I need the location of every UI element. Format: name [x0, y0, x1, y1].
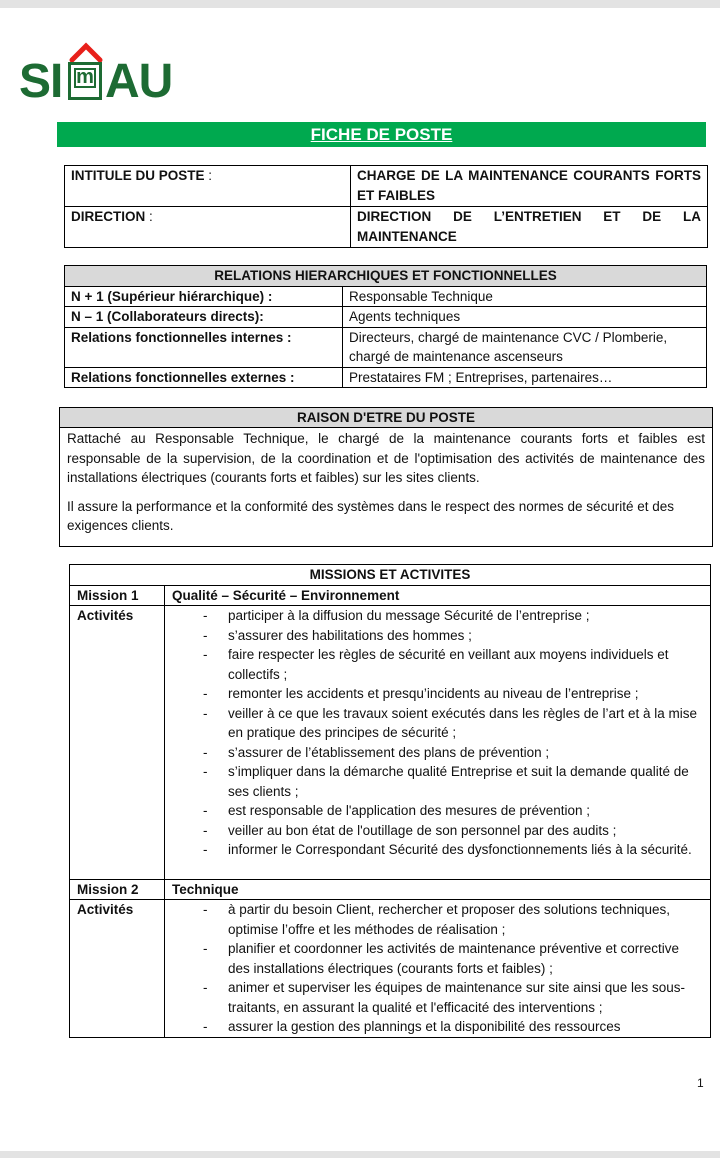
activities-cell [165, 900, 711, 1038]
activity-text: informer le Correspondant Sécurité des dysfonctionnements liés à la sécurité. [228, 842, 692, 857]
activity-item [194, 762, 703, 801]
activities-row [70, 900, 711, 1038]
table-row [65, 327, 707, 367]
activity-text: animer et superviser les équipes de maintenance sur site ainsi que les sous-traitants, en assurant la qualité et l'efficacité des interventions ; [228, 980, 685, 1015]
activity-item [194, 939, 703, 978]
mission-title: Technique [165, 879, 711, 900]
activity-text: planifier et coordonner les activités de maintenance préventive et corrective des installations électriques (courants forts et faibles) ; [228, 941, 679, 976]
document-title: FICHE DE POSTE [310, 125, 453, 144]
roof-icon [69, 42, 103, 62]
page-number: 1 [697, 1076, 704, 1090]
bullet-dash: - [203, 980, 208, 995]
viewer-top-band [0, 0, 720, 8]
mission-title: Qualité – Sécurité – Environnement [165, 585, 711, 606]
table-row [65, 307, 707, 328]
activity-item [194, 704, 703, 743]
relation-label: Relations fonctionnelles internes : [65, 327, 343, 367]
table-header-row [65, 266, 707, 287]
activities-list [172, 900, 703, 1037]
bullet-dash: - [203, 842, 208, 857]
activity-item [194, 645, 703, 684]
activity-item [194, 606, 703, 626]
table-row [65, 367, 707, 388]
table-row [65, 286, 707, 307]
company-logo [19, 40, 189, 106]
table-row [65, 207, 708, 248]
relation-label: Relations fonctionnelles externes : [65, 367, 343, 388]
bullet-dash: - [203, 647, 208, 662]
raison-heading: RAISON D'ETRE DU POSTE [60, 408, 712, 428]
mission-row [70, 585, 711, 606]
document-title-bar [57, 122, 706, 147]
table-row [65, 166, 708, 207]
relation-value: Prestataires FM ; Entreprises, partenaires… [343, 367, 707, 388]
mission-label: Mission 1 [70, 585, 165, 606]
activities-label: Activités [70, 606, 165, 880]
direction-value: DIRECTION DE L’ENTRETIEN ET DE LA MAINTENANCE [351, 207, 708, 248]
bullet-dash: - [203, 902, 208, 917]
activity-item [194, 743, 703, 763]
activity-item [194, 821, 703, 841]
activity-text: s’assurer de l’établissement des plans de prévention ; [228, 744, 550, 760]
bullet-dash: - [203, 941, 208, 956]
bullet-dash: - [203, 686, 208, 701]
activity-text: à partir du besoin Client, rechercher et proposer des solutions techniques, optimise l’offre et les méthodes de réalisation ; [228, 902, 670, 937]
relation-value: Agents techniques [343, 307, 707, 328]
bullet-dash: - [203, 744, 208, 760]
raison-paragraph: Il assure la performance et la conformité des systèmes dans le respect des normes de sécurité et des exigences clients. [67, 498, 675, 533]
missions-table [69, 564, 711, 1038]
activity-item [194, 900, 703, 939]
raison-paragraph: Rattaché au Responsable Technique, le chargé de la maintenance courants forts et faibles est responsable de la supervision, de la coordination et de l'optimisation des activités de maintenance des installations électriques (courants forts et faibles) sur les sites clients. [67, 431, 705, 485]
activity-item [194, 801, 703, 821]
bullet-dash: - [203, 705, 208, 721]
label-colon: : [204, 168, 213, 183]
activity-text: veiller au bon état de l'outillage de son personnel par des audits ; [228, 822, 617, 838]
activities-label: Activités [70, 900, 165, 1038]
table-header-row [70, 565, 711, 586]
relations-heading: RELATIONS HIERARCHIQUES ET FONCTIONNELLES [65, 266, 707, 287]
logo-house-box [68, 62, 102, 100]
viewer-bottom-band [0, 1151, 720, 1158]
activity-text: est responsable de l'application des mesures de prévention ; [228, 803, 591, 818]
raison-box [59, 407, 713, 547]
relation-label: N + 1 (Supérieur hiérarchique) : [65, 286, 343, 307]
mission-row [70, 879, 711, 900]
logo-text-right: AU [105, 55, 173, 108]
bullet-dash: - [203, 803, 208, 818]
mission-label: Mission 2 [70, 879, 165, 900]
intitule-label-cell [65, 166, 351, 207]
intitule-label: INTITULE DU POSTE [71, 168, 205, 183]
activity-text: assurer la gestion des plannings et la disponibilité des ressources [228, 1019, 621, 1034]
activity-item [194, 840, 703, 860]
activity-item [194, 1017, 703, 1037]
bullet-dash: - [203, 822, 208, 838]
activity-item [194, 684, 703, 704]
activity-item [194, 978, 703, 1017]
activity-text: remonter les accidents et presqu’incidents au niveau de l’entreprise ; [228, 686, 639, 701]
activities-list [172, 606, 703, 860]
missions-heading: MISSIONS ET ACTIVITES [70, 565, 711, 586]
bullet-dash: - [203, 764, 208, 779]
logo-text-left: SI [19, 55, 63, 108]
raison-body [60, 428, 712, 546]
relation-value: Responsable Technique [343, 286, 707, 307]
logo-box-letter: m [74, 68, 96, 88]
relation-value: Directeurs, chargé de maintenance CVC / Plomberie, chargé de maintenance ascenseurs [343, 327, 707, 367]
relation-label: N – 1 (Collaborateurs directs): [65, 307, 343, 328]
activity-text: faire respecter les règles de sécurité en veillant aux moyens individuels et collectifs ; [228, 647, 669, 682]
activity-item [194, 626, 703, 646]
activities-row [70, 606, 711, 880]
bullet-dash: - [203, 627, 208, 643]
activities-cell [165, 606, 711, 880]
direction-label: DIRECTION [71, 209, 146, 224]
intitule-value: CHARGE DE LA MAINTENANCE COURANTS FORTS ET FAIBLES [351, 166, 708, 207]
activity-text: s’impliquer dans la démarche qualité Entreprise et suit la demande qualité de ses clients ; [228, 764, 689, 799]
poste-table [64, 165, 708, 248]
relations-table [64, 265, 707, 388]
activity-text: veiller à ce que les travaux soient exécutés dans les règles de l’art et à la mise en pratique des principes de sécurité ; [228, 705, 697, 740]
activity-text: s’assurer des habilitations des hommes ; [228, 627, 472, 643]
direction-label-cell [65, 207, 351, 248]
bullet-dash: - [203, 608, 208, 623]
activity-text: participer à la diffusion du message Sécurité de l’entreprise ; [228, 608, 590, 623]
label-colon: : [145, 209, 153, 224]
bullet-dash: - [203, 1019, 208, 1034]
